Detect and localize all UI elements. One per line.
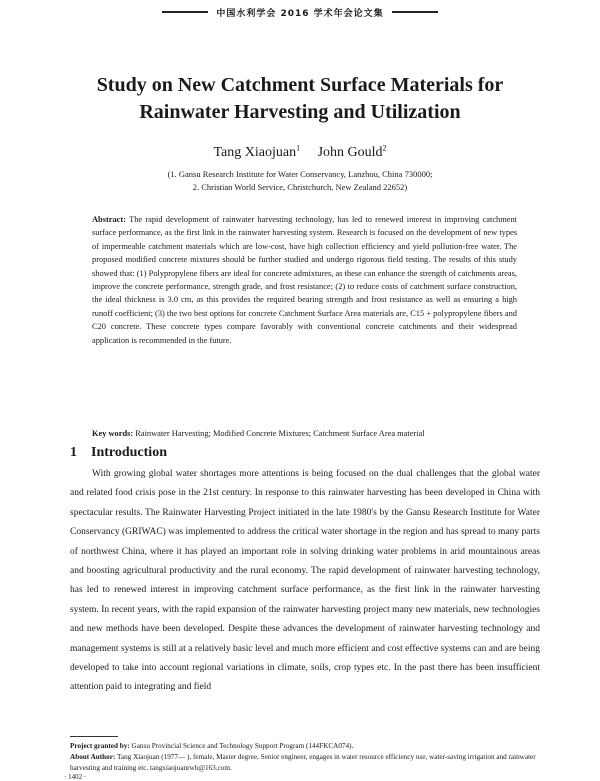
abstract-label: Abstract: [92, 215, 126, 224]
footnotes [70, 741, 540, 774]
affiliations [0, 168, 600, 194]
footnote-divider [70, 736, 118, 737]
keywords-text: Rainwater Harvesting; Modified Concrete Mixtures; Catchment Surface Area material [135, 429, 425, 438]
author-list [0, 143, 600, 161]
author-name: John Gould [317, 144, 383, 160]
running-header [0, 4, 600, 20]
journal-name: 中国水利学会 2016 学术年会论文集 [216, 8, 384, 19]
author-text: Tang Xiaojuan (1977— ), female, Master degree, Senior engineer, engages in water resource efficiency use, water-saving irrigation and rainwater harvesting and training etc. tangxiaojuanrwh@163.com. [70, 753, 536, 772]
title-line-2: Rainwater Harvesting and Utilization [139, 101, 461, 123]
grant-label: Project granted by: [70, 742, 130, 750]
section-title: Introduction [91, 445, 167, 460]
abstract-text: The rapid development of rainwater harvesting technology, has led to renewed interest in improving catchment surface performance, as the first link in the rainwater harvesting system. Research is focused on the development of new types of impermeable catchment materials which are low-cost, have high collection efficiency and yield pollution-free water. The proposed modified concrete mixtures should be further studied and undergo rigorous field testing. The results of this study showed that: (1) Polypropylene fibers are ideal for concrete admixtures, as these can enhance the strength of catchments areas, improve the concrete performance, strength grade, and frost resistance; (2) to reduce costs of catchment surface construction, the ideal thickness is 3.0 cm, as this provides the required bearing strength and frost resistance as well as ensuring a high runoff coefficient; (3) the two best options for concrete Catchment Surface Area materials are, C15 + polypropylene fibers and C20 concrete. These concrete types compare favorably with conventional concrete catchments and their widespread application is recommended in the future. [92, 215, 517, 345]
body-paragraph: With growing global water shortages more attentions is being focused on the dual challenges that the global water and related food crisis pose in the 21st century. In response to this rainwater harvesting has been developed in China with spectacular results. The Rainwater Harvesting Project initiated in the late 1980's by the Gansu Research Institute for Water Conservancy (GRIWAC) was implemented to address the critical water shortage in the region and has spread to many parts of northwest China, where it has played an important role in solving drinking water problems in arid mountainous areas and boosting agricultural productivity and the rural economy. The rapid development of rainwater harvesting technology, has led to renewed interest in improving catchment surface performance, as the first link in the rainwater harvesting system. In recent years, with the rapid expansion of the rainwater harvesting project many new materials, new technologies and new methods have been developed. Despite these advances the development of rainwater harvesting technology and management systems is still at a relatively basic level and much more efficient and cost effective systems can and are being developed to take into account regional variations in climate, soils, crop types etc. In the past there has been insufficient attention paid to integrating and field [70, 469, 540, 693]
grant-text: Gansu Provincial Science and Technology Support Program (144FKCA074). [131, 742, 354, 750]
author-name: Tang Xiaojuan [213, 144, 297, 160]
author-1 [213, 145, 300, 160]
header-rule-right [392, 11, 438, 13]
author-2 [318, 145, 387, 160]
title-line-1: Study on New Catchment Surface Materials for [96, 74, 504, 96]
author-sup: 1 [296, 143, 301, 152]
footnote-author [70, 752, 540, 774]
abstract [92, 213, 517, 347]
keywords-label: Key words: [92, 429, 134, 438]
paper-title [40, 72, 560, 126]
section-heading [70, 445, 167, 461]
page-number: · 1402 · [64, 773, 87, 781]
header-rule-left [162, 11, 208, 13]
author-label: About Author: [70, 753, 116, 761]
section-number: 1 [70, 445, 77, 460]
affiliation-1: (1. Gansu Research Institute for Water Conservancy, Lanzhou, China 730000; [167, 169, 433, 179]
affiliation-2: 2. Christian World Service, Christchurch, New Zealand 22652) [192, 182, 408, 192]
author-sup: 2 [382, 143, 387, 152]
footnote-grant [70, 741, 540, 752]
keywords [92, 428, 517, 440]
